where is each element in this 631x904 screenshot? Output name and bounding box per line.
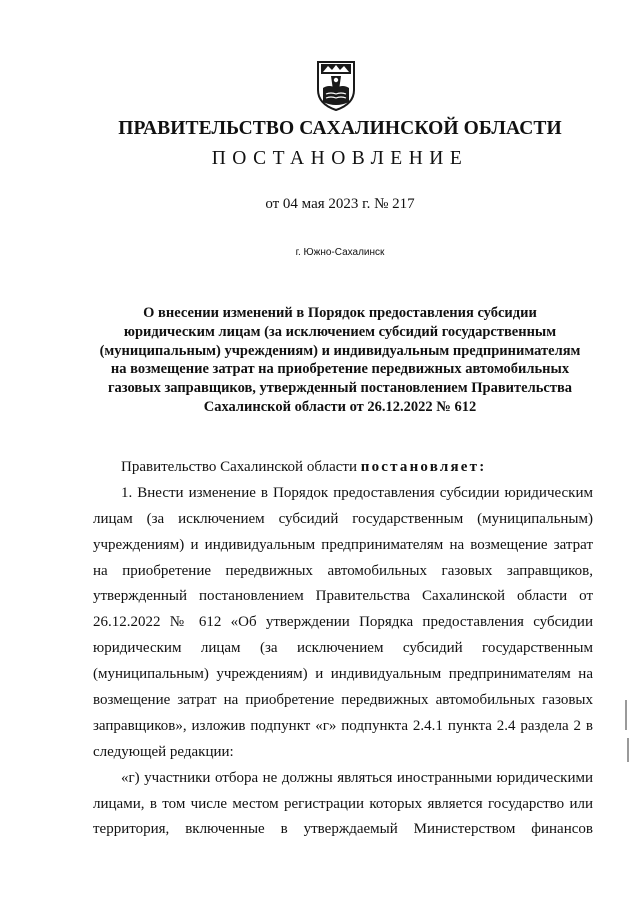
body-line: следующей редакции:: [93, 743, 234, 760]
intro-line: [93, 455, 593, 481]
scan-edge-mark: [625, 700, 627, 730]
scan-edge-mark: [627, 738, 629, 762]
body-line: возмещение затрат на приобретение передвижных автомобильных газовых: [93, 692, 593, 709]
intro-verb: постановляет:: [360, 459, 487, 475]
body-line: (муниципальным) учреждениям) и индивидуальным предпринимателям на: [93, 666, 593, 683]
body-line: территория, включенные в утверждаемый Министерством финансов: [93, 821, 593, 838]
document-subject: [80, 304, 600, 417]
subject-line: газовых заправщиков, утвержденный постановлением Правительства: [107, 380, 573, 397]
subject-line: юридическим лицам (за исключением субсидий государственным: [123, 323, 557, 340]
document-type: ПОСТАНОВЛЕНИЕ: [211, 148, 469, 169]
body-line: лицами, в том числе местом регистрации которых является государство или: [93, 795, 593, 812]
body-line: 1. Внести изменение в Порядок предоставления субсидии юридическим: [121, 484, 593, 501]
body-line: на приобретение передвижных автомобильных газовых заправщиков,: [93, 562, 593, 579]
subject-line: (муниципальным) учреждениям) и индивидуальным предпринимателям: [99, 342, 581, 359]
body-line: «г) участники отбора не должны являться иностранными юридическими: [121, 769, 593, 786]
body-line: юридическим лицам (за исключением субсидий государственным: [93, 640, 593, 657]
organization-title: ПРАВИТЕЛЬСТВО САХАЛИНСКОЙ ОБЛАСТИ: [118, 118, 562, 139]
body-line: заправщиков», изложив подпункт «г» подпункта 2.4.1 пункта 2.4 раздела 2 в: [93, 717, 593, 734]
subject-line: Сахалинской области от 26.12.2022 № 612: [203, 398, 477, 415]
subject-line: на возмещение затрат на приобретение передвижных автомобильных: [110, 361, 570, 378]
intro-lead: Правительство Сахалинской области: [121, 459, 357, 475]
subject-line: О внесении изменений в Порядок предоставления субсидии: [143, 305, 537, 321]
body-line: утвержденный постановлением Правительства Сахалинской области от: [93, 588, 593, 605]
coat-of-arms-emblem: [315, 60, 357, 112]
body-line: лицам (за исключением субсидий государственным (муниципальным): [93, 510, 593, 527]
document-place: г. Южно-Сахалинск: [295, 247, 385, 258]
document-body: [93, 455, 593, 843]
body-line: учреждениям) и индивидуальным предпринимателям на возмещение затрат: [93, 536, 593, 553]
document-date-number: от 04 мая 2023 г. № 217: [265, 196, 415, 212]
body-line: 26.12.2022 № 612 «Об утверждении Порядка предоставления субсидии: [93, 614, 593, 631]
